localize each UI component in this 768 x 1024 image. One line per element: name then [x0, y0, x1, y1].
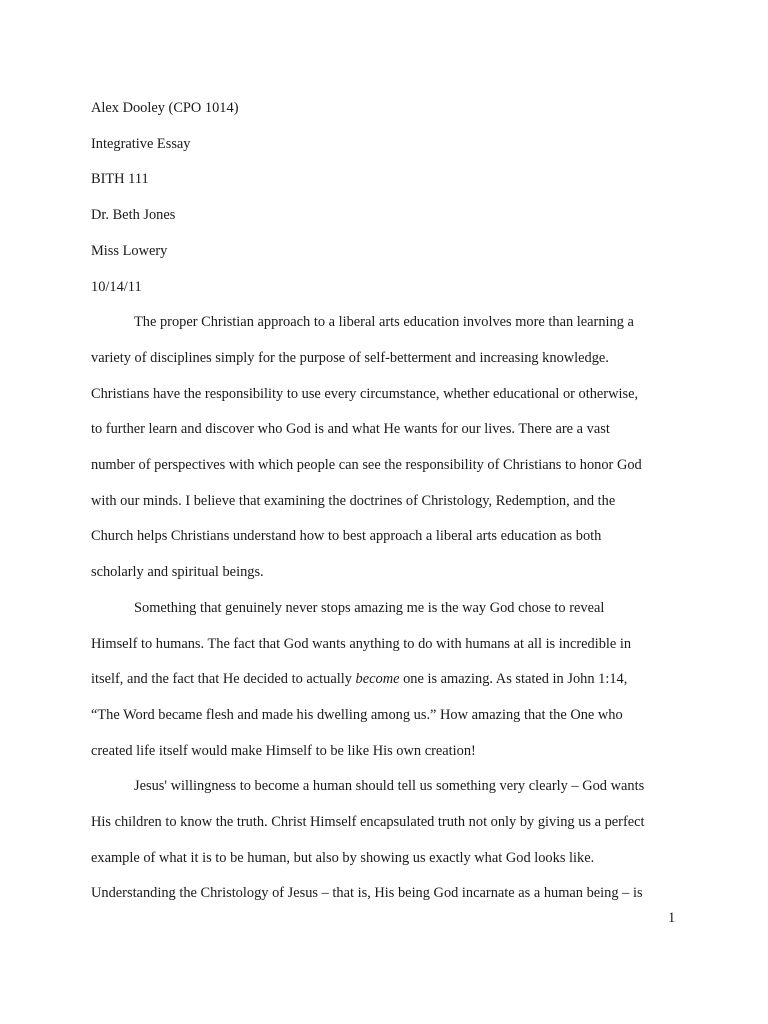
paragraph-line: with our minds. I believe that examining the doctrines of Christology, Redemption, and the: [91, 492, 616, 509]
paragraph-line: example of what it is to be human, but also by showing us exactly what God looks like.: [91, 849, 595, 866]
paragraph-line: “The Word became flesh and made his dwelling among us.” How amazing that the One who: [91, 706, 623, 723]
paragraph-line: created life itself would make Himself to be like His own creation!: [91, 742, 476, 759]
paragraph-line: to further learn and discover who God is and what He wants for our lives. There are a vast: [91, 421, 610, 438]
paragraph-line: scholarly and spiritual beings.: [91, 564, 264, 581]
paragraph-christology: [91, 769, 691, 912]
paragraph-incarnation: [91, 591, 691, 770]
paragraph-line-with-italic: [91, 662, 691, 698]
paragraph-line: Understanding the Christology of Jesus – that is, His being God incarnate as a human being – is: [91, 885, 643, 902]
date-line: 10/14/11: [91, 278, 142, 295]
professor-line: Dr. Beth Jones: [91, 207, 176, 224]
essay-content: [91, 91, 691, 912]
author-line: Alex Dooley (CPO 1014): [91, 100, 239, 116]
text-segment: one is amazing. As stated in John 1:14,: [399, 671, 628, 688]
paragraph-line: His children to know the truth. Christ Himself encapsulated truth not only by giving us a perfect: [91, 814, 645, 831]
paragraph-line: Something that genuinely never stops amazing me is the way God chose to reveal: [134, 599, 605, 616]
paragraph-line: Himself to humans. The fact that God wants anything to do with humans at all is incredible in: [91, 635, 632, 652]
text-segment: itself, and the fact that He decided to actually: [91, 671, 356, 688]
paragraph-line: Christians have the responsibility to use every circumstance, whether educational or otherwise,: [91, 385, 639, 402]
italic-emphasis: become: [355, 671, 400, 688]
paragraph-line: Church helps Christians understand how to best approach a liberal arts education as both: [91, 528, 602, 545]
essay-title-line: Integrative Essay: [91, 135, 191, 152]
course-line: BITH 111: [91, 171, 149, 188]
paragraph-line: The proper Christian approach to a liberal arts education involves more than learning a: [134, 314, 634, 331]
page-number: 1: [668, 910, 676, 926]
paragraph-line: number of perspectives with which people can see the responsibility of Christians to honor God: [91, 457, 642, 474]
paragraph-intro: [91, 305, 691, 591]
paragraph-line: Jesus' willingness to become a human should tell us something very clearly – God wants: [134, 778, 645, 795]
paragraph-line: variety of disciplines simply for the purpose of self-betterment and increasing knowledge.: [91, 349, 609, 366]
ta-line: Miss Lowery: [91, 242, 168, 259]
